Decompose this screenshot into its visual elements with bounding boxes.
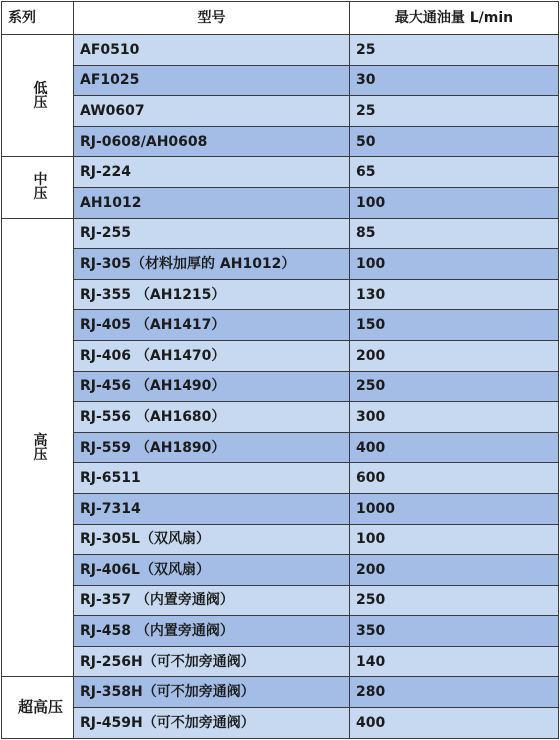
model-cell: RJ-405 （AH1417）	[74, 310, 350, 341]
flow-cell: 30	[350, 65, 559, 96]
flow-cell: 65	[350, 157, 559, 188]
table-row	[2, 65, 559, 96]
model-cell: AH1012	[74, 187, 350, 218]
model-cell: RJ-0608/AH0608	[74, 126, 350, 157]
flow-cell: 400	[350, 708, 559, 739]
header-model: 型号	[74, 2, 350, 35]
header-row	[2, 2, 559, 35]
flow-cell: 300	[350, 402, 559, 433]
flow-cell: 85	[350, 218, 559, 249]
flow-cell: 250	[350, 371, 559, 402]
table-row	[2, 371, 559, 402]
table-body	[2, 35, 559, 739]
table-row	[2, 96, 559, 127]
model-cell: RJ-255	[74, 218, 350, 249]
flow-cell: 100	[350, 249, 559, 280]
flow-cell: 200	[350, 340, 559, 371]
model-cell: RJ-7314	[74, 493, 350, 524]
table-row	[2, 218, 559, 249]
table-row	[2, 677, 559, 708]
series-cell: 中 压	[2, 157, 74, 218]
table-row	[2, 555, 559, 586]
model-cell: RJ-459H（可不加旁通阀）	[74, 708, 350, 739]
table-row	[2, 35, 559, 66]
flow-cell: 250	[350, 585, 559, 616]
model-cell: AF0510	[74, 35, 350, 66]
header-flow: 最大通油量 L/min	[350, 2, 559, 35]
table-row	[2, 646, 559, 677]
table-row	[2, 310, 559, 341]
table-row	[2, 249, 559, 280]
flow-cell: 280	[350, 677, 559, 708]
header-series: 系列	[2, 2, 74, 35]
model-cell: RJ-406L（双风扇）	[74, 555, 350, 586]
model-cell: RJ-305（材料加厚的 AH1012）	[74, 249, 350, 280]
table-row	[2, 432, 559, 463]
model-cell: RJ-357 （内置旁通阀）	[74, 585, 350, 616]
model-cell: RJ-224	[74, 157, 350, 188]
table-row	[2, 402, 559, 433]
flow-cell: 1000	[350, 493, 559, 524]
flow-cell: 400	[350, 432, 559, 463]
series-cell: 超高压	[2, 677, 74, 739]
model-cell: RJ-556 （AH1680）	[74, 402, 350, 433]
model-cell: RJ-305L（双风扇）	[74, 524, 350, 555]
table-row	[2, 524, 559, 555]
spec-table	[1, 1, 559, 739]
model-cell: RJ-559 （AH1890）	[74, 432, 350, 463]
table-row	[2, 616, 559, 647]
flow-cell: 350	[350, 616, 559, 647]
flow-cell: 25	[350, 96, 559, 127]
model-cell: RJ-355 （AH1215）	[74, 279, 350, 310]
model-cell: AW0607	[74, 96, 350, 127]
model-cell: RJ-458 （内置旁通阀）	[74, 616, 350, 647]
table-row	[2, 279, 559, 310]
table-row	[2, 463, 559, 494]
series-cell: 低 压	[2, 35, 74, 157]
flow-cell: 100	[350, 187, 559, 218]
model-cell: AF1025	[74, 65, 350, 96]
model-cell: RJ-358H（可不加旁通阀）	[74, 677, 350, 708]
table-row	[2, 340, 559, 371]
flow-cell: 140	[350, 646, 559, 677]
flow-cell: 50	[350, 126, 559, 157]
table-row	[2, 157, 559, 188]
table-row	[2, 493, 559, 524]
model-cell: RJ-406 （AH1470）	[74, 340, 350, 371]
table-row	[2, 126, 559, 157]
table-row	[2, 585, 559, 616]
table-row	[2, 187, 559, 218]
model-cell: RJ-6511	[74, 463, 350, 494]
series-cell: 高 压	[2, 218, 74, 677]
flow-cell: 200	[350, 555, 559, 586]
flow-cell: 25	[350, 35, 559, 66]
flow-cell: 100	[350, 524, 559, 555]
flow-cell: 150	[350, 310, 559, 341]
model-cell: RJ-256H（可不加旁通阀）	[74, 646, 350, 677]
flow-cell: 130	[350, 279, 559, 310]
model-cell: RJ-456 （AH1490）	[74, 371, 350, 402]
flow-cell: 600	[350, 463, 559, 494]
table-row	[2, 708, 559, 739]
